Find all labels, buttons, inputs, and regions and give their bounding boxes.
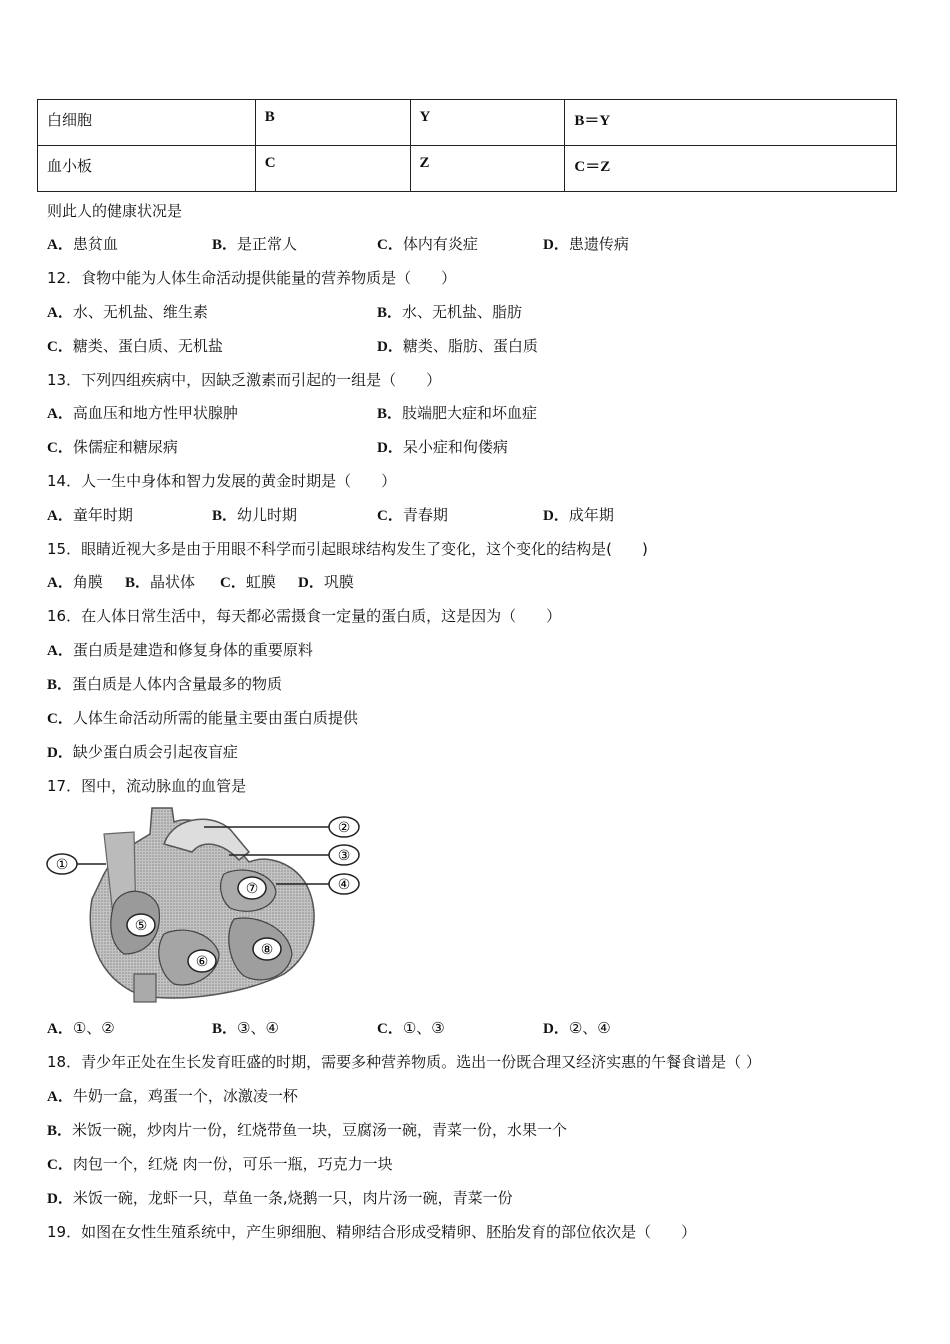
table-row bbox=[38, 146, 897, 192]
question-stem: 16．在人体日常生活中，每天都必需摄食一定量的蛋白质，这是因为（ ） bbox=[47, 607, 562, 625]
figure-label-6 bbox=[188, 950, 216, 972]
svg-text:⑥: ⑥ bbox=[195, 954, 209, 970]
question-stem: 15．眼睛近视大多是由于用眼不科学而引起眼球结构发生了变化，这个变化的结构是( ) bbox=[47, 540, 648, 558]
question-stem: 12．食物中能为人体生命活动提供能量的营养物质是（ ） bbox=[47, 269, 457, 287]
svg-text:⑦: ⑦ bbox=[245, 881, 259, 897]
question-stem: 19．如图在女性生殖系统中，产生卵细胞、精卵结合形成受精卵、胚胎发育的部位依次是（ ） bbox=[47, 1223, 697, 1241]
question-stem: 17．图中，流动脉血的血管是 bbox=[47, 777, 247, 795]
option-d: D．成年期 bbox=[543, 506, 614, 524]
table-cell: 血小板 bbox=[38, 146, 256, 192]
option-d: D．巩膜 bbox=[298, 573, 354, 591]
svg-text:④: ④ bbox=[337, 877, 351, 893]
figure-label-4 bbox=[329, 874, 359, 894]
option-c: C．糖类、蛋白质、无机盐 bbox=[47, 337, 223, 355]
table-cell: C bbox=[255, 146, 410, 192]
svg-text:②: ② bbox=[337, 820, 351, 836]
option-a: A．①、② bbox=[47, 1019, 115, 1037]
option-d: D．糖类、脂肪、蛋白质 bbox=[377, 337, 538, 355]
figure-label-1 bbox=[47, 854, 77, 874]
inferior-vessel-shape bbox=[134, 974, 156, 1002]
option-c: C．人体生命活动所需的能量主要由蛋白质提供 bbox=[47, 709, 358, 727]
question-stem: 18．青少年正处在生长发育旺盛的时期，需要多种营养物质。选出一份既合理又经济实惠的午餐食谱是（ ） bbox=[47, 1053, 761, 1071]
option-a: A．牛奶一盒，鸡蛋一个，冰激凌一杯 bbox=[47, 1087, 298, 1105]
figure-label-3 bbox=[329, 845, 359, 865]
option-a: A．童年时期 bbox=[47, 506, 133, 524]
figure-label-8 bbox=[253, 938, 281, 960]
option-d: D．缺少蛋白质会引起夜盲症 bbox=[47, 743, 238, 761]
option-b: B．是正常人 bbox=[212, 235, 298, 253]
table-cell: 白细胞 bbox=[38, 100, 256, 146]
figure-label-5 bbox=[127, 914, 155, 936]
option-c: C．①、③ bbox=[377, 1019, 445, 1037]
option-b: B．③、④ bbox=[212, 1019, 279, 1037]
svg-text:③: ③ bbox=[337, 848, 351, 864]
table-cell: B＝Y bbox=[565, 100, 897, 146]
option-c: C．肉包一个，红烧 肉一份，可乐一瓶，巧克力一块 bbox=[47, 1155, 393, 1173]
option-c: C．虹膜 bbox=[220, 573, 276, 591]
option-b: B．晶状体 bbox=[125, 573, 196, 591]
figure-label-7 bbox=[238, 877, 266, 899]
svg-text:①: ① bbox=[55, 857, 69, 873]
table-cell: B bbox=[255, 100, 410, 146]
option-d: D．呆小症和佝偻病 bbox=[377, 438, 508, 456]
svg-text:⑧: ⑧ bbox=[260, 942, 274, 958]
table-row bbox=[38, 100, 897, 146]
svg-text:⑤: ⑤ bbox=[134, 918, 148, 934]
option-b: B．蛋白质是人体内含量最多的物质 bbox=[47, 675, 283, 693]
question-stem: 则此人的健康状况是 bbox=[47, 202, 183, 220]
option-a: A．角膜 bbox=[47, 573, 103, 591]
option-a: A．高血压和地方性甲状腺肿 bbox=[47, 404, 238, 422]
table-cell: C＝Z bbox=[565, 146, 897, 192]
figure-label-2 bbox=[329, 817, 359, 837]
table-cell: Z bbox=[410, 146, 565, 192]
option-a: A．蛋白质是建造和修复身体的重要原料 bbox=[47, 641, 313, 659]
option-d: D．患遗传病 bbox=[543, 235, 629, 253]
option-c: C．体内有炎症 bbox=[377, 235, 478, 253]
question-stem: 13．下列四组疾病中，因缺乏激素而引起的一组是（ ） bbox=[47, 371, 442, 389]
option-a: A．水、无机盐、维生素 bbox=[47, 303, 208, 321]
question-stem: 14．人一生中身体和智力发展的黄金时期是（ ） bbox=[47, 472, 397, 490]
option-d: D．米饭一碗，龙虾一只，草鱼一条,烧鹅一只，肉片汤一碗，青菜一份 bbox=[47, 1189, 513, 1207]
option-a: A．患贫血 bbox=[47, 235, 118, 253]
blood-cell-table bbox=[37, 99, 897, 192]
table-cell: Y bbox=[410, 100, 565, 146]
heart-diagram bbox=[44, 804, 364, 1004]
option-b: B．肢端肥大症和坏血症 bbox=[377, 404, 538, 422]
option-b: B．水、无机盐、脂肪 bbox=[377, 303, 523, 321]
option-d: D．②、④ bbox=[543, 1019, 611, 1037]
option-c: C．侏儒症和糖尿病 bbox=[47, 438, 178, 456]
option-c: C．青春期 bbox=[377, 506, 448, 524]
option-b: B．米饭一碗，炒肉片一份，红烧带鱼一块，豆腐汤一碗，青菜一份，水果一个 bbox=[47, 1121, 568, 1139]
option-b: B．幼儿时期 bbox=[212, 506, 298, 524]
